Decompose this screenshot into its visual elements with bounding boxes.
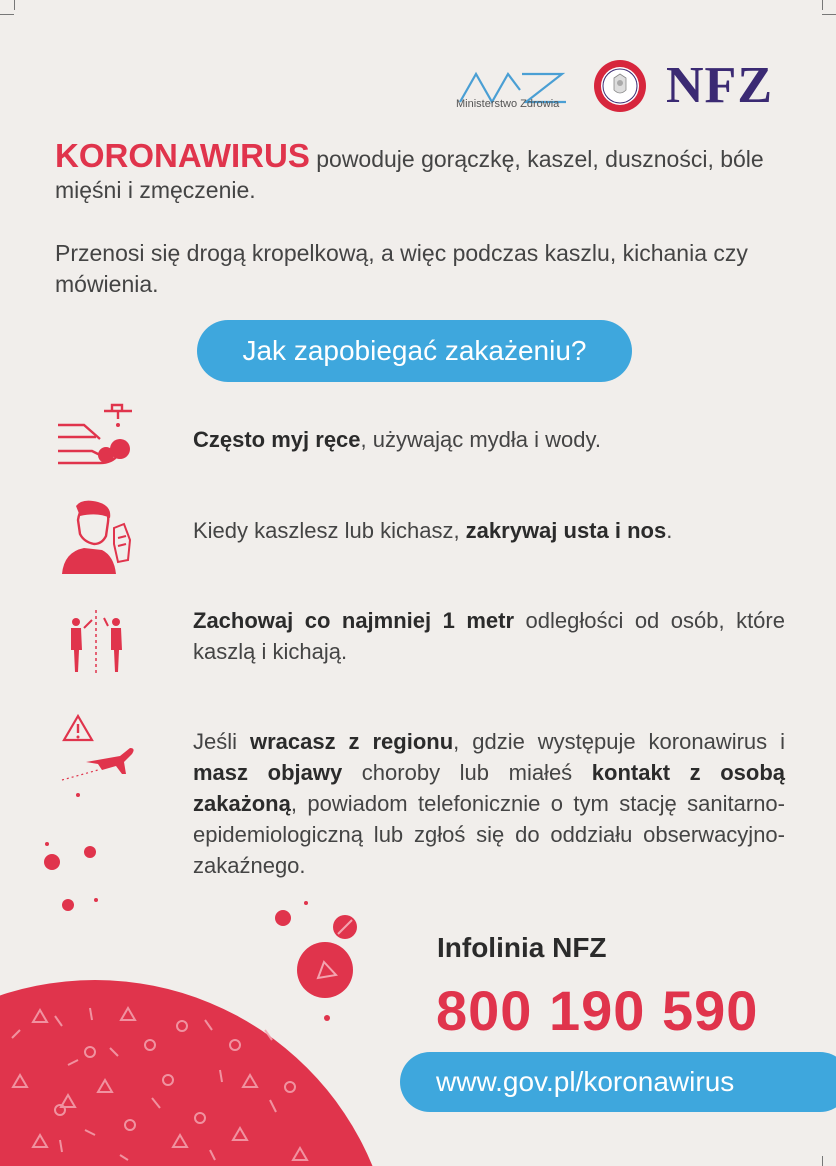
tip-cover-mouth xyxy=(193,515,785,546)
crop-mark xyxy=(822,0,823,10)
tip-bold: kontakt z osobą zakażoną xyxy=(193,760,785,816)
nfz-logo: NFZ xyxy=(666,57,773,114)
prevention-question-banner: Jak zapobiegać zakażeniu? xyxy=(197,320,632,382)
crop-mark xyxy=(14,0,15,10)
tip-bold: zakrywaj usta i nos xyxy=(465,518,667,543)
hotline-number: 800 190 590 xyxy=(436,979,759,1042)
cough-cover-icon xyxy=(58,500,138,576)
crop-mark xyxy=(822,14,836,15)
tip-text: , gdzie występuje koronawirus i xyxy=(453,729,785,754)
handwashing-icon xyxy=(56,403,136,469)
tip-text: choroby lub miałeś xyxy=(342,760,592,785)
sanitary-inspection-seal xyxy=(592,58,648,114)
symptoms-text: powoduje gorączkę, kaszel, duszności, bóle mięśni i zmęczenie. xyxy=(55,146,764,203)
tip-text: . xyxy=(666,518,673,543)
crop-mark xyxy=(822,1156,823,1166)
tip-bold: Często myj ręce xyxy=(193,427,361,452)
tip-bold: masz objawy xyxy=(193,760,343,785)
tip-bold: wracasz z regionu xyxy=(249,729,454,754)
tip-text: Jeśli xyxy=(193,729,250,754)
headline-keyword: KORONAWIRUS xyxy=(55,137,310,174)
intro-symptoms xyxy=(55,137,795,206)
intro-transmission: Przenosi się drogą kropelkową, a więc podczas kaszlu, kichania czy mówienia. xyxy=(55,240,748,297)
hotline-label: Infolinia NFZ xyxy=(437,932,607,963)
tip-travel-contact xyxy=(193,726,785,881)
tip-bold: Zachowaj co najmniej 1 metr xyxy=(193,608,515,633)
tip-wash-hands xyxy=(193,424,785,455)
tip-text: odległości od osób, które kaszlą i kichają. xyxy=(193,608,785,664)
ministry-label: Ministerstwo Zdrowia xyxy=(456,98,560,110)
website-link[interactable]: www.gov.pl/koronawirus xyxy=(400,1052,836,1112)
tip-text: , powiadom telefonicznie o tym stację sanitarno-epidemiologiczną lub zgłoś się do oddziału obserwacyjno-zakaźnego. xyxy=(193,791,785,878)
tip-text: , używając mydła i wody. xyxy=(360,427,601,452)
distance-icon xyxy=(66,608,130,674)
tip-keep-distance xyxy=(193,605,785,667)
crop-mark xyxy=(0,14,14,15)
travel-warning-icon xyxy=(58,712,138,798)
tip-text: Kiedy kaszlesz lub kichasz, xyxy=(193,518,466,543)
logo-bar xyxy=(450,58,780,118)
